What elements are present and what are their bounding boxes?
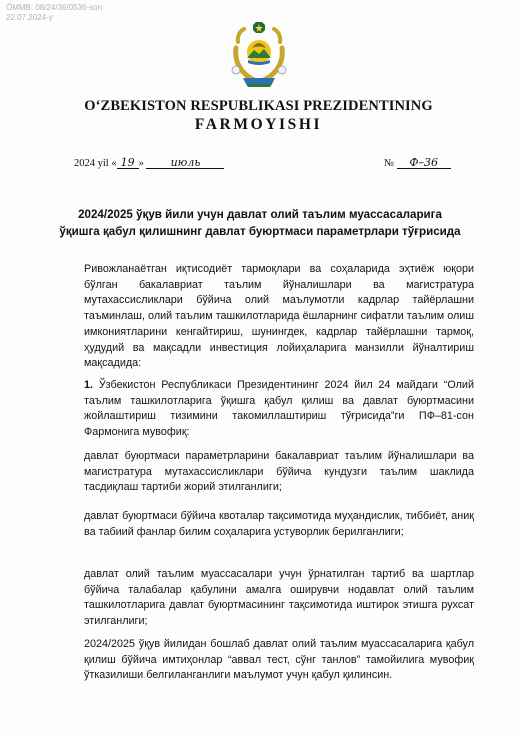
item-1-text: Ўзбекистон Республикаси Президентининг 2024 йил 24 майдаги “Олий таълим ташкилотларига ўқишга қабул қилиш ва давлат буюртмасини жойлаштириш тизимини такомиллаштириш тўғрисида”ги ПФ–81-сон Фармонига мувофиқ: xyxy=(84,379,474,439)
date-close: » xyxy=(138,158,144,169)
issuer-title: O‘ZBEKISTON RESPUBLIKASI PREZIDENTINING xyxy=(84,98,433,114)
registration-stamp xyxy=(6,3,102,23)
preamble-text: Ривожланаётган иқтисодиёт тармоқлари ва соҳаларида эҳтиёж юқори бўлган бакалавриат таълим йўналишлари ва магистратура мутахассисликлари бўйича олий маълумотли кадрлар тайёрлашни таъминлаш, олий таълим ташкилотларида ёшларнинг сифатли таълим олиш имкониятларини кенгайтириш, шунингдек, кадрлар тайёрлашни тармоқ, ҳудудий ва мақсадли инвестиция лойиҳаларига манзилли йўналтириш мақсадида: xyxy=(84,263,474,370)
stamp-line-1: ÖMMB: 08/24/36/0536-son xyxy=(6,3,103,12)
document-title xyxy=(40,206,480,240)
title-line-2: ўқишга қабул қилишнинг давлат буюртмаси параметрлари тўғрисида xyxy=(59,225,461,238)
date-line xyxy=(74,157,224,169)
document-type: FARMOYISHI xyxy=(194,116,323,133)
date-year: 2024 xyxy=(74,158,95,169)
number-label: № xyxy=(384,158,395,169)
preamble-paragraph xyxy=(84,262,474,372)
clause-2-text: давлат буюртмаси бўйича квоталар тақсимотида муҳандислик, тиббиёт, аниқ ва табиий фанлар билим соҳаларига устуворлик берилганлиги; xyxy=(84,510,474,538)
number-value: Ф–36 xyxy=(397,157,451,169)
title-line-1: 2024/2025 ўқув йили учун давлат олий таълим муассасаларига xyxy=(78,208,442,221)
clause-paragraph xyxy=(84,567,474,630)
resolution-paragraph xyxy=(84,637,474,684)
number-line xyxy=(384,157,451,169)
clause-paragraph xyxy=(84,449,474,496)
clause-3-text: давлат олий таълим муассасалари учун ўрнатилган тартиб ва шартлар бўйича талабалар қабулини амалга оширувчи нодавлат олий таълим ташкилотларига давлат буюртмасининг тақсимотида иштирок этишга рухсат этилганлиги; xyxy=(84,568,474,628)
item-number: 1. xyxy=(84,379,94,391)
date-month: июль xyxy=(146,157,224,169)
stamp-line-2: 22.07.2024-y xyxy=(6,13,53,22)
date-day: 19 xyxy=(117,157,139,169)
clause-1-text: давлат буюртмаси параметрларини бакалавриат таълим йўналишлари ва магистратура мутахассисликлари бўйича кундузги таълим шаклида тасдиқлаш тартиби жорий этилганлиги; xyxy=(84,450,474,494)
clause-paragraph xyxy=(84,509,474,540)
date-yil-label: yil « xyxy=(97,158,117,169)
coat-of-arms-emblem xyxy=(228,18,290,88)
item-1-paragraph xyxy=(84,378,474,441)
resolution-text: 2024/2025 ўқув йилидан бошлаб давлат олий таълим муассасаларига қабул қилиш бўйича имтиҳонлар “аввал тест, сўнг танлов” тамойилига мувофиқ ўтказилиши белгиланганлиги маълумот учун қабул қилинсин. xyxy=(84,638,474,682)
